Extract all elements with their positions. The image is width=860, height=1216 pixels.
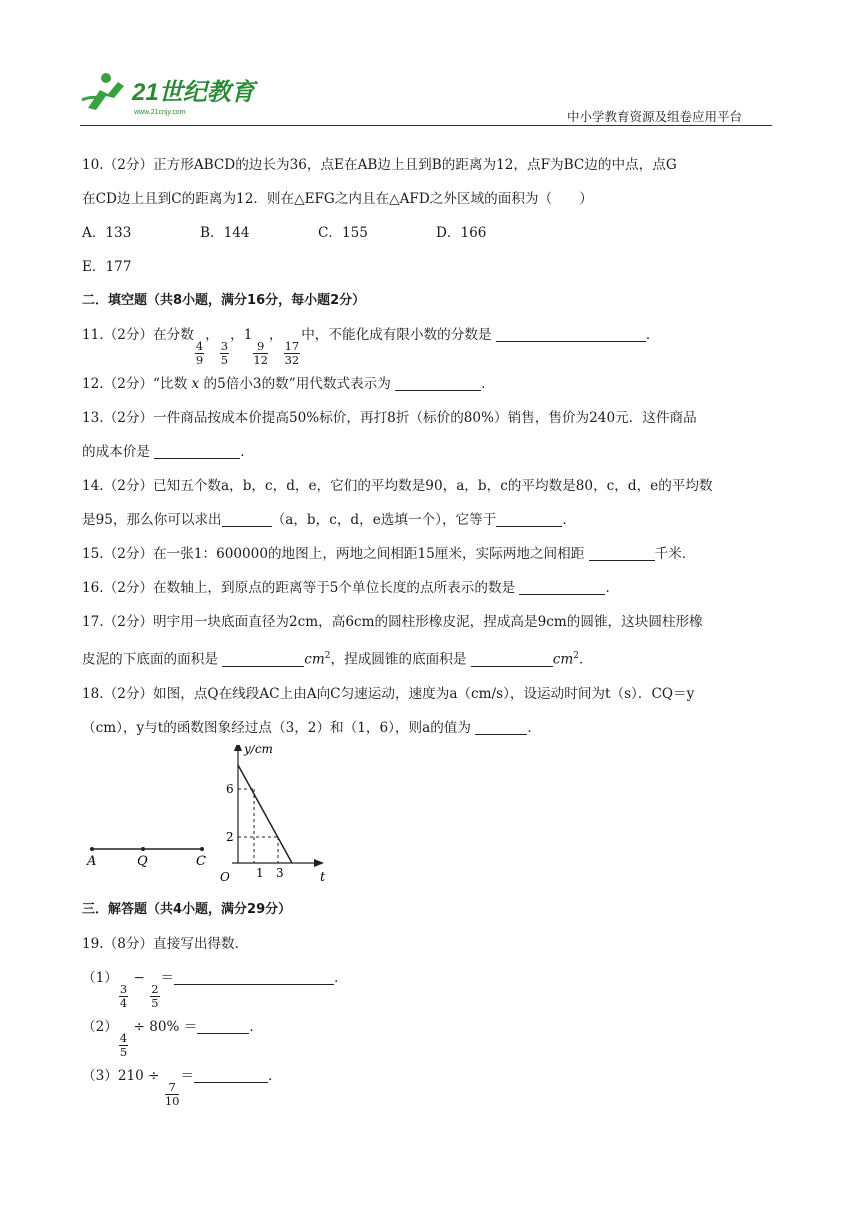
- point-a: [90, 847, 94, 851]
- answer-blank[interactable]: [154, 444, 240, 459]
- function-line: [238, 765, 292, 863]
- answer-blank[interactable]: [475, 720, 527, 735]
- frac-7-10: $\frac{7}{10}$: [164, 1079, 180, 1108]
- q11-prefix: 11.（2分）在分数: [82, 327, 194, 343]
- label-q: Q: [137, 853, 148, 869]
- q15: [82, 537, 782, 571]
- q14-line2a: 是95，那么你可以求出: [82, 512, 222, 528]
- xtick-3: 3: [276, 865, 284, 880]
- part-label: （1）: [82, 969, 118, 986]
- answer-blank[interactable]: [194, 1068, 268, 1083]
- q18-line1: 18.（2分）如图，点Q在线段AC上由A向C匀速运动，速度为a（cm/s），设运动时间为t（s）．CQ＝y: [82, 685, 695, 702]
- answer-blank[interactable]: [174, 970, 334, 985]
- point-c: [200, 847, 204, 851]
- frac-3-5: $\frac{3}{5}$: [220, 339, 229, 367]
- q17-line2b: ，捏成圆锥的底面积是: [330, 651, 467, 668]
- equals: ＝: [160, 969, 175, 986]
- q17-line1: 17.（2分）明宇用一块底面直径为2cm，高6cm的圆柱形橡皮泥，捏成高是9cm的圆锥，这块圆柱形橡: [82, 614, 703, 630]
- answer-blank[interactable]: [496, 327, 646, 342]
- q19-part1: （1） $\frac{3}{4}$ − $\frac{2}{5}$ ＝ ．: [82, 969, 348, 1010]
- label-a: A: [87, 853, 97, 869]
- q18-figure: [82, 745, 782, 893]
- divide-expr: 210 ÷: [117, 1067, 160, 1084]
- answer-blank[interactable]: [471, 652, 553, 667]
- answer-blank[interactable]: [197, 1019, 249, 1034]
- answer-blank[interactable]: [589, 546, 655, 561]
- q11-suffix: 中，不能化成有限小数的分数是: [301, 327, 492, 343]
- section-solve: 三．解答题（共4小题，满分29分）: [82, 901, 292, 917]
- q14-line1: 14.（2分）已知五个数a，b，c，d，e，它们的平均数是90，a，b，c的平均数是80，c，d，e的平均数: [82, 478, 713, 494]
- q10-line1: 10.（2分）正方形ABCD的边长为36，点E在AB边上且到B的距离为12，点F为BC边的中点，点G: [82, 157, 677, 173]
- part-label: （2）: [82, 1018, 118, 1035]
- answer-blank[interactable]: [222, 652, 304, 667]
- frac-9-12: $\frac{9}{12}$: [253, 339, 268, 367]
- header-divider: [80, 125, 772, 126]
- q19-part2: （2） $\frac{4}{5}$ ÷ 80% ＝ ．: [82, 1018, 263, 1059]
- option-a: A．133: [82, 225, 132, 241]
- q10-options: [82, 216, 782, 250]
- q17-line2: 皮泥的下底面的面积是 $cm^2$，捏成圆锥的底面积是 $cm^2$．: [82, 651, 593, 668]
- q15-a: 15.（2分）在一张1：600000的地图上，两地之间相距15厘米，实际两地之间相距: [82, 546, 585, 562]
- answer-blank[interactable]: [222, 512, 272, 527]
- logo-url: www.21cnjy.com: [134, 109, 186, 116]
- point-q: [141, 847, 145, 851]
- unit-sup: 2: [324, 651, 331, 661]
- ytick-2: 2: [226, 829, 234, 844]
- logo-text: 21世纪教育: [132, 79, 255, 106]
- origin-label: O: [220, 869, 230, 884]
- q16: 16.（2分）在数轴上，到原点的距离等于5个单位长度的点所表示的数是 ．: [82, 580, 620, 596]
- platform-title: 中小学教育资源及组卷应用平台: [566, 109, 742, 124]
- q19-part3: （3）210 ÷ $\frac{7}{10}$ ＝ ．: [82, 1067, 282, 1108]
- unit-cm: cm: [552, 651, 574, 668]
- y-axis-label: y/cm: [244, 744, 273, 756]
- answer-blank[interactable]: [395, 376, 481, 391]
- option-c: C．155: [318, 225, 368, 241]
- frac-4-9: $\frac{4}{9}$: [195, 339, 204, 367]
- xtick-1: 1: [256, 865, 264, 880]
- q19-title: 19.（8分）直接写出得数．: [82, 935, 249, 952]
- label-c: C: [196, 853, 206, 869]
- option-b: B．144: [200, 225, 250, 241]
- frac-3-4: $\frac{3}{4}$: [119, 981, 128, 1010]
- q14-line2: 是95，那么你可以求出 （a，b，c，d，e选填一个），它等于 ．: [82, 512, 576, 528]
- part-label: （3）: [82, 1067, 118, 1084]
- site-logo: [78, 68, 258, 120]
- q17-line2a: 皮泥的下底面的面积是: [82, 651, 218, 668]
- q12-a: 12.（2分）“比数: [82, 376, 188, 392]
- minus-sign: −: [133, 969, 145, 986]
- x-axis-label: t: [320, 869, 326, 885]
- frac-2-5: $\frac{2}{5}$: [151, 981, 159, 1010]
- unit-sup: 2: [573, 651, 580, 661]
- q11: 11.（2分）在分数 $\frac{4}{9}$ ， $\frac{3}{5}$ ，1 $\frac{9}{12}$ ， $\frac{17}{32}$ 中，不能化成有限小数的分数是 ．: [82, 327, 660, 367]
- unit-cm: cm: [304, 651, 325, 668]
- frac-4-5: $\frac{4}{5}$: [119, 1030, 128, 1059]
- section-fill-blank: 二．填空题（共8小题，满分16分，每小题2分）: [82, 293, 366, 308]
- q14-line2b: （a，b，c，d，e选填一个），它等于: [271, 512, 497, 528]
- q12: 12.（2分）“比数 x 的5倍小3的数”用代数式表示为 ．: [82, 376, 495, 392]
- q16-text: 16.（2分）在数轴上，到原点的距离等于5个单位长度的点所表示的数是: [82, 580, 516, 596]
- q12-b: 的5倍小3的数”用代数式表示为: [203, 376, 391, 392]
- question-content: [82, 148, 782, 1108]
- divide-expr: ÷ 80% ＝: [133, 1018, 198, 1035]
- q13-line2-text: 的成本价是: [82, 444, 150, 460]
- q18-line2-text: （cm），y与t的函数图象经过点（3，2）和（1，6），则a的值为: [82, 719, 471, 736]
- answer-blank[interactable]: [496, 512, 562, 527]
- frac-17-32: $\frac{17}{32}$: [284, 339, 300, 367]
- option-e: E．177: [82, 259, 132, 275]
- q13-line2: 的成本价是 ．: [82, 444, 254, 460]
- q18-line2: （cm），y与t的函数图象经过点（3，2）和（1，6），则a的值为 ．: [82, 719, 541, 736]
- q13-line1: 13.（2分）一件商品按成本价提高50%标价，再打8折（标价的80%）销售，售价为240元．这件商品: [82, 410, 697, 426]
- option-d: D．166: [436, 225, 487, 241]
- equals: ＝: [180, 1067, 195, 1084]
- mixed-whole: 1: [243, 327, 253, 343]
- ytick-6: 6: [226, 781, 234, 796]
- q10-line2: 在CD边上且到C的距离为12．则在△EFG之内且在△AFD之外区域的面积为（ ）: [82, 191, 593, 207]
- answer-blank[interactable]: [519, 580, 605, 595]
- q15-b: 千米．: [654, 546, 696, 562]
